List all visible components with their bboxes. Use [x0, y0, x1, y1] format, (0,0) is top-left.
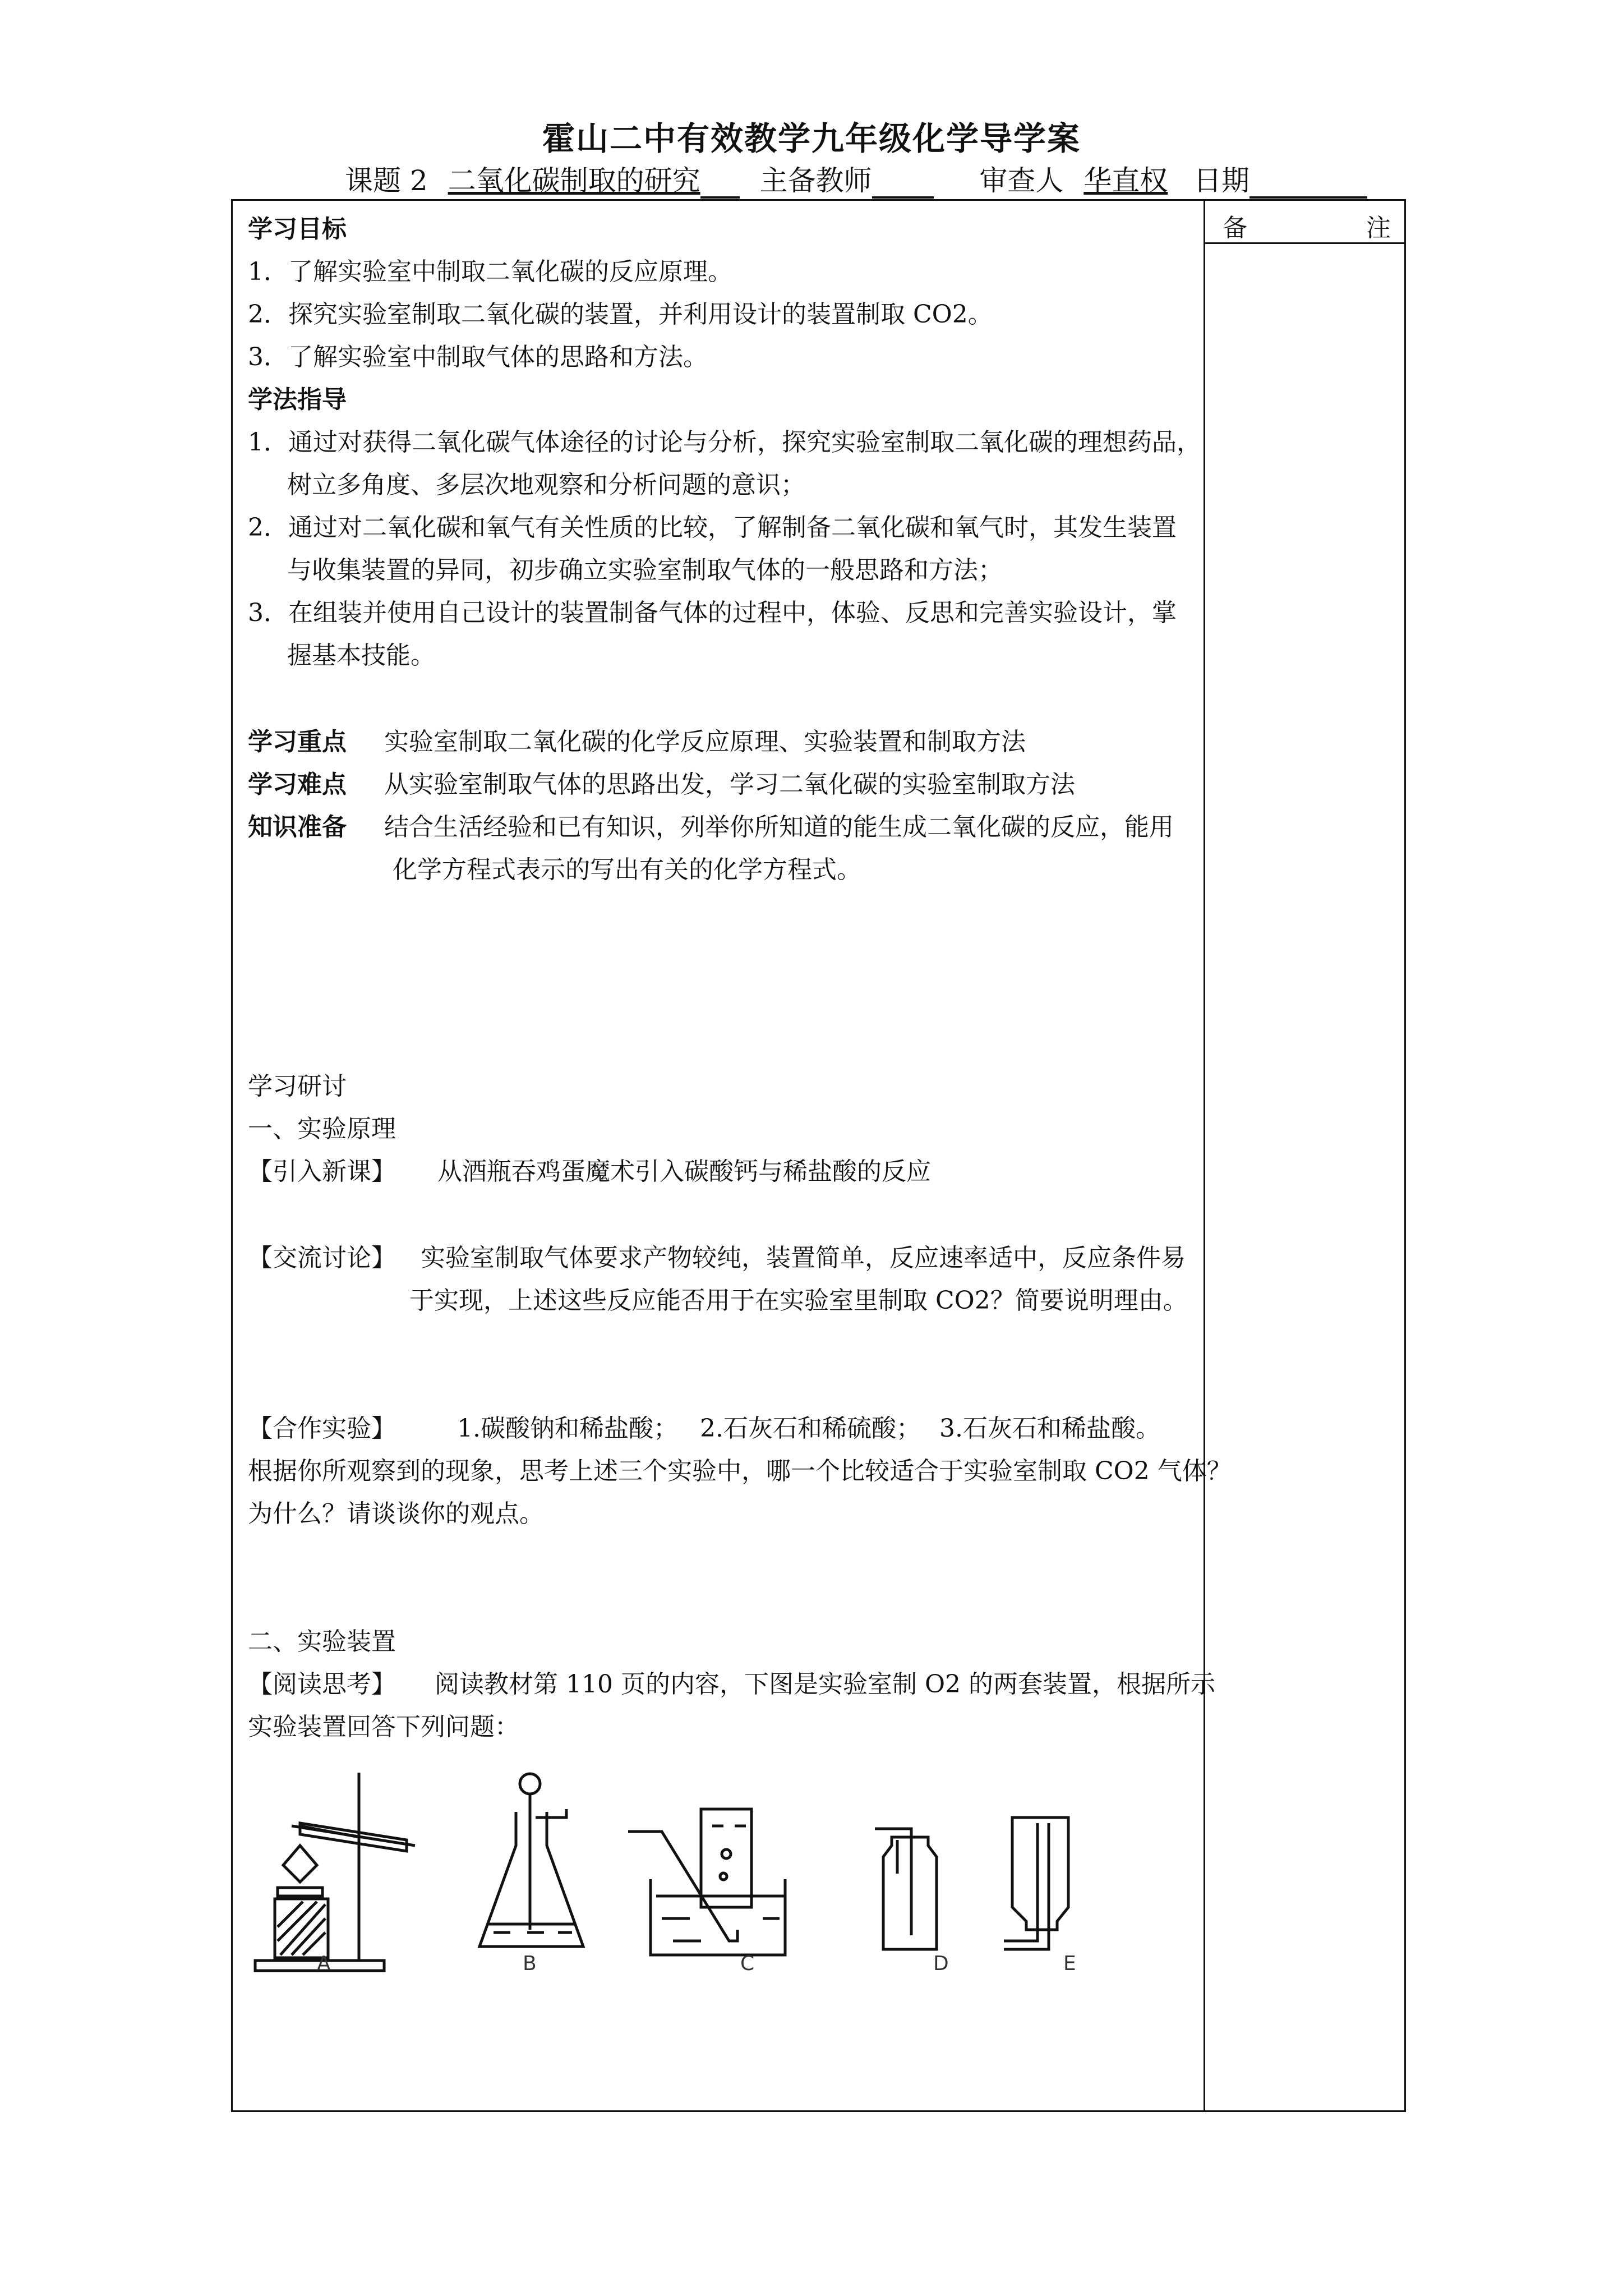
method-item: 3．在组装并使用自己设计的装置制备气体的过程中，体验、反思和完善实验设计，掌 [248, 599, 1177, 627]
prep-text: 结合生活经验和已有知识，列举你所知道的能生成二氧化碳的反应，能用 [384, 813, 1174, 841]
key-point-label: 学习重点 [248, 728, 347, 756]
objective-item: 2．探究实验室制取二氧化碳的装置，并利用设计的装置制取 CO2。 [248, 300, 993, 329]
coop-item: 2.石灰石和稀硫酸； [700, 1414, 921, 1443]
method-item-continued: 握基本技能。 [287, 641, 435, 670]
read-text: 阅读教材第 110 页的内容，下图是实验室制 O2 的两套装置，根据所示 [435, 1670, 1215, 1699]
section-principle: 一、实验原理 [248, 1115, 396, 1143]
study-heading: 学习研讨 [248, 1072, 347, 1101]
water-trough-icon [628, 1809, 785, 1955]
coop-question: 根据你所观察到的现象，思考上述三个实验中，哪一个比较适合于实验室制取 CO2 气体？ [248, 1457, 1232, 1485]
figure-label-b: B [523, 1952, 537, 1975]
notes-label-left: 备 [1223, 214, 1247, 242]
discuss-text: 实验室制取气体要求产物较纯，装置简单，反应速率适中，反应条件易 [421, 1244, 1186, 1272]
figure-label-e: E [1063, 1952, 1076, 1975]
lesson-topic: 二氧化碳制取的研究 [448, 164, 700, 197]
lead-teacher-blank [872, 172, 934, 199]
method-heading: 学法指导 [248, 385, 347, 414]
intro-label: 【引入新课】 [248, 1157, 396, 1186]
method-item-continued: 树立多角度、多层次地观察和分析问题的意识； [287, 471, 805, 499]
figure-label-d: D [933, 1952, 949, 1975]
read-text-continued: 实验装置回答下列问题： [248, 1713, 519, 1741]
objectives-heading: 学习目标 [248, 215, 347, 243]
objective-item: 1．了解实验室中制取二氧化碳的反应原理。 [248, 257, 732, 286]
date-label: 日期 [1193, 164, 1250, 197]
coop-item: 3.石灰石和稀盐酸。 [939, 1414, 1160, 1443]
key-point-text: 实验室制取二氧化碳的化学反应原理、实验装置和制取方法 [384, 728, 1026, 756]
date-blank [1249, 172, 1367, 199]
method-item-continued: 与收集装置的异同，初步确立实验室制取气体的一般思路和方法； [287, 556, 1003, 585]
flask-apparatus-icon [479, 1774, 583, 1947]
lesson-number: 课题 2 [345, 164, 428, 197]
page-title: 霍山二中有效教学九年级化学导学案 [542, 119, 1081, 158]
figure-label-a: A [317, 1952, 331, 1975]
section-apparatus: 二、实验装置 [248, 1627, 396, 1656]
discuss-label: 【交流讨论】 [248, 1244, 396, 1272]
topic-blank [700, 172, 740, 199]
method-item: 1．通过对获得二氧化碳气体途径的讨论与分析，探究实验室制取二氧化碳的理想药品， [248, 428, 1201, 457]
intro-text: 从酒瓶吞鸡蛋魔术引入碳酸钙与稀盐酸的反应 [437, 1157, 931, 1186]
notes-header [1223, 208, 1391, 243]
method-item: 2．通过对二氧化碳和氧气有关性质的比较，了解制备二氧化碳和氧气时，其发生装置 [248, 513, 1177, 542]
reviewer-name: 华直权 [1083, 164, 1168, 197]
prep-label: 知识准备 [248, 813, 347, 841]
prep-text-continued: 化学方程式表示的写出有关的化学方程式。 [393, 855, 861, 884]
reviewer-label: 审查人 [979, 164, 1064, 197]
difficulty-label: 学习难点 [248, 770, 347, 799]
notes-column-divider [1204, 199, 1205, 2112]
coop-item: 1.碳酸钠和稀盐酸； [457, 1414, 678, 1443]
difficulty-text: 从实验室制取气体的思路出发，学习二氧化碳的实验室制取方法 [384, 770, 1075, 799]
objective-item: 3．了解实验室中制取气体的思路和方法。 [248, 343, 708, 371]
discuss-text-continued: 于实现，上述这些反应能否用于在实验室里制取 CO2？简要说明理由。 [409, 1286, 1188, 1315]
figure-label-c: C [740, 1952, 755, 1975]
apparatus-figure [247, 1761, 1133, 1986]
coop-question-continued: 为什么？请谈谈你的观点。 [248, 1499, 544, 1528]
coop-label: 【合作实验】 [248, 1414, 396, 1443]
read-label: 【阅读思考】 [248, 1670, 396, 1699]
collection-bottle-icon [875, 1829, 937, 1949]
heating-apparatus-icon [255, 1773, 415, 1971]
inverted-bottle-icon [1004, 1818, 1068, 1949]
lead-teacher-label: 主备教师 [759, 164, 872, 197]
notes-label-right: 注 [1366, 214, 1391, 242]
subtitle-line [345, 158, 1367, 199]
